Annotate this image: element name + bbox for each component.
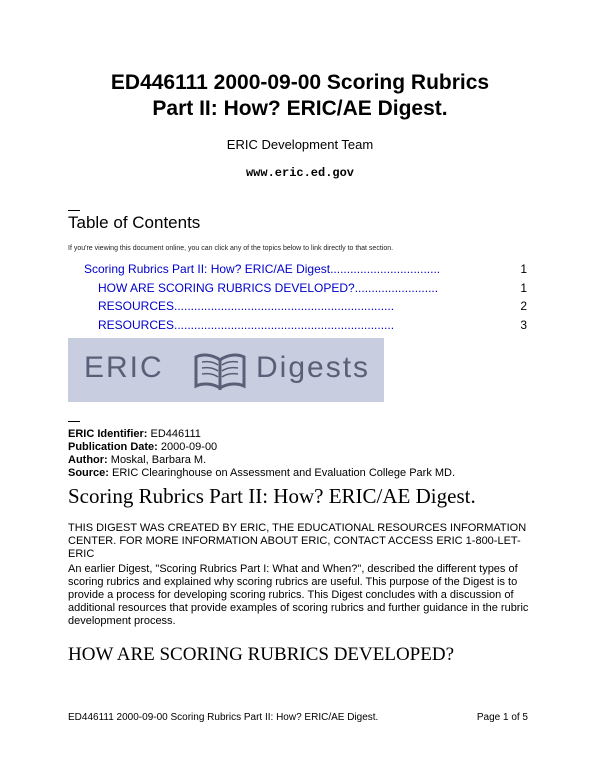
meta-author-label: Author: — [68, 454, 108, 466]
meta-identifier-value: ED446111 — [150, 428, 201, 440]
toc-item-dots: ......................... — [354, 281, 439, 295]
meta-identifier — [68, 428, 201, 441]
footer-title: ED446111 2000-09-00 Scoring Rubrics Part II: How? ERIC/AE Digest. — [68, 712, 379, 723]
toc-item-dots: .................................................................. — [174, 318, 395, 332]
toc-item-page: 2 — [517, 299, 527, 313]
open-book-icon — [192, 350, 248, 395]
intro-paragraph: An earlier Digest, "Scoring Rubrics Part I: What and When?", described the different types of scoring rubrics and explained why scoring rubrics are useful. This purpose of the Digest is to provide a process for developing scoring rubrics. This Digest concludes with a discussion of additional resources that provide examples of scoring rubrics and further guidance in the rubric development process. — [68, 563, 529, 627]
author-line: ERIC Development Team — [226, 137, 374, 152]
toc-item-label[interactable]: RESOURCES — [98, 318, 175, 332]
logo-word-eric: ERIC — [84, 351, 164, 384]
logo-word-digests: Digests — [256, 351, 371, 384]
document-title — [0, 70, 600, 122]
toc-heading: Table of Contents — [68, 213, 201, 232]
eric-notice: THIS DIGEST WAS CREATED BY ERIC, THE EDUCATIONAL RESOURCES INFORMATION CENTER. FOR MORE INFORMATION ABOUT ERIC, CONTACT ACCESS ERIC 1-800-LET-ERIC — [68, 522, 527, 560]
eric-digests-logo — [68, 338, 384, 402]
toc-item-label[interactable]: Scoring Rubrics Part II: How? ERIC/AE Digest. — [84, 262, 334, 276]
toc-item-label[interactable]: HOW ARE SCORING RUBRICS DEVELOPED? — [98, 281, 355, 295]
toc-item-page: 1 — [520, 262, 527, 276]
toc-item-label[interactable]: RESOURCES — [98, 299, 175, 313]
toc-item[interactable] — [98, 318, 527, 332]
meta-source-label: Source: — [68, 467, 109, 479]
title-line-2: Part II: How? ERIC/AE Digest. — [152, 97, 448, 120]
meta-date-value: 2000-09-00 — [160, 441, 218, 453]
toc-item-page: 3 — [517, 318, 527, 332]
toc-rule — [68, 210, 80, 211]
meta-date-label: Publication Date: — [68, 441, 158, 453]
article-title: Scoring Rubrics Part II: How? ERIC/AE Digest. — [68, 484, 476, 508]
meta-source — [68, 467, 455, 480]
meta-rule — [68, 421, 80, 422]
toc-item-dots: ................................ — [333, 262, 441, 276]
page-footer — [68, 712, 528, 723]
toc-note: If you're viewing this document online, you can click any of the topics below to link directly to that section. — [68, 245, 394, 252]
meta-date — [68, 441, 217, 454]
meta-source-value: ERIC Clearinghouse on Assessment and Evaluation College Park MD. — [112, 467, 456, 479]
meta-author-value: Moskal, Barbara M. — [110, 454, 207, 466]
toc-item[interactable] — [98, 299, 527, 313]
title-line-1: ED446111 2000-09-00 Scoring Rubrics — [110, 71, 490, 94]
toc-item[interactable] — [98, 281, 527, 295]
meta-author — [68, 454, 206, 467]
site-url: www.eric.ed.gov — [245, 166, 355, 180]
meta-identifier-label: ERIC Identifier: — [68, 428, 148, 440]
footer-page-number: Page 1 of 5 — [476, 712, 528, 723]
section-heading: HOW ARE SCORING RUBRICS DEVELOPED? — [68, 644, 455, 665]
toc-item[interactable] — [84, 262, 527, 276]
toc-item-dots: .................................................................. — [174, 299, 395, 313]
toc-item-page: 1 — [520, 281, 527, 295]
